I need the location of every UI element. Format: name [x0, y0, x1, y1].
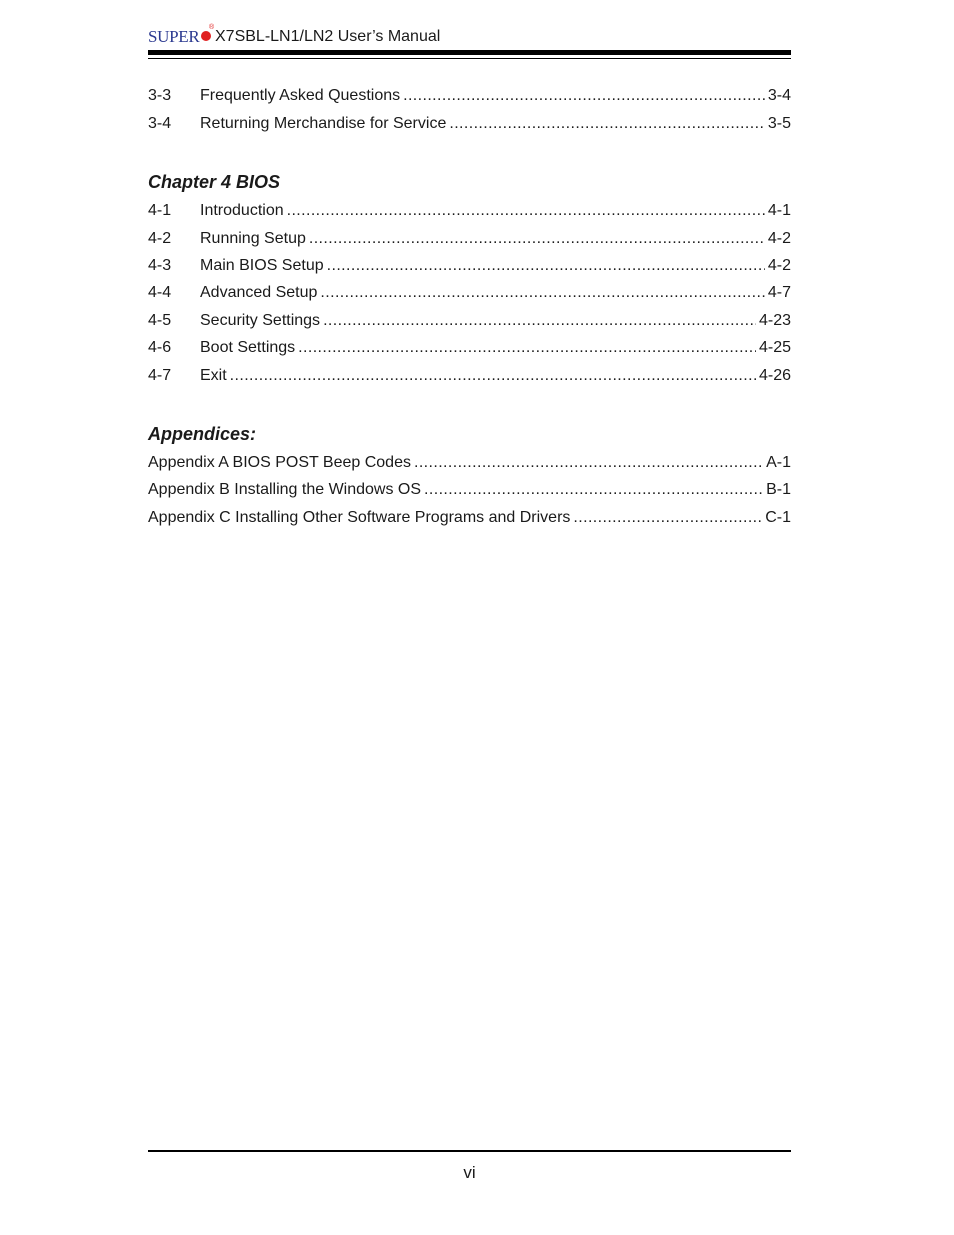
toc-entry-4-2[interactable]: [148, 228, 791, 250]
toc-entry-4-7[interactable]: [148, 365, 791, 387]
toc-leader-dots: [287, 200, 765, 222]
toc-entry-title: Appendix C Installing Other Software Programs and Drivers: [148, 509, 571, 526]
header-rule-thick: [148, 50, 791, 55]
page-header: [148, 24, 791, 48]
toc-entry-4-4[interactable]: [148, 282, 791, 304]
toc-entry-number: 4-6: [148, 339, 172, 356]
toc-entry-number: 4-2: [148, 230, 172, 247]
trademark-mark: ®: [209, 24, 215, 31]
toc-entry-page: 4-1: [767, 202, 791, 219]
toc-entry-page: B-1: [766, 481, 791, 498]
toc-entry-4-5[interactable]: [148, 310, 791, 332]
toc-leader-dots: [327, 255, 765, 277]
toc-entry-appendix-a[interactable]: [148, 452, 791, 474]
toc-entry-page: 4-26: [758, 367, 791, 384]
toc-leader-dots: [323, 310, 756, 332]
manual-title: X7SBL-LN1/LN2 User’s Manual: [215, 28, 441, 45]
toc-entry-number: 4-4: [148, 284, 172, 301]
toc-entry-3-4[interactable]: [148, 113, 791, 135]
toc-entry-4-1[interactable]: [148, 200, 791, 222]
toc-entry-appendix-b[interactable]: [148, 479, 791, 501]
toc-entry-page: 3-5: [767, 115, 791, 132]
toc-entry-number: 4-7: [148, 367, 172, 384]
toc-entry-page: 4-2: [767, 230, 791, 247]
toc-entry-title: Main BIOS Setup: [200, 257, 324, 274]
header-rule-thin: [148, 58, 791, 59]
toc-entry-number: 3-4: [148, 115, 172, 132]
page-number: vi: [463, 1163, 476, 1182]
logo-text: SUPER: [148, 27, 200, 46]
appendices-heading: Appendices:: [148, 424, 257, 444]
toc-entry-title: Introduction: [200, 202, 284, 219]
toc-entry-number: 4-3: [148, 257, 172, 274]
toc-entry-page: 4-23: [758, 312, 791, 329]
toc-leader-dots: [573, 507, 762, 529]
toc-entry-title: Advanced Setup: [200, 284, 318, 301]
toc-entry-title: Appendix A BIOS POST Beep Codes: [148, 454, 411, 471]
footer-rule: [148, 1150, 791, 1152]
toc-entry-4-3[interactable]: [148, 255, 791, 277]
toc-entry-title: Exit: [200, 367, 227, 384]
logo-dot-icon: [201, 31, 211, 41]
toc-entry-appendix-c[interactable]: [148, 507, 791, 529]
toc-entry-3-3[interactable]: [148, 85, 791, 107]
toc-leader-dots: [298, 337, 756, 359]
toc-entry-4-6[interactable]: [148, 337, 791, 359]
toc-entry-page: 4-2: [767, 257, 791, 274]
chapter-4-heading: Chapter 4 BIOS: [148, 172, 281, 192]
toc-entry-number: 4-5: [148, 312, 172, 329]
toc-entry-title: Frequently Asked Questions: [200, 87, 401, 104]
toc-leader-dots: [320, 282, 764, 304]
toc-entry-page: C-1: [765, 509, 791, 526]
toc-entry-title: Appendix B Installing the Windows OS: [148, 481, 422, 498]
toc-entry-title: Returning Merchandise for Service: [200, 115, 447, 132]
toc-leader-dots: [309, 228, 765, 250]
toc-entry-page: A-1: [766, 454, 791, 471]
toc-leader-dots: [230, 365, 756, 387]
toc-leader-dots: [449, 113, 765, 135]
toc-entry-title: Security Settings: [200, 312, 321, 329]
toc-entry-page: 4-7: [767, 284, 791, 301]
toc-entry-title: Running Setup: [200, 230, 306, 247]
toc-entry-number: 4-1: [148, 202, 172, 219]
toc-entry-title: Boot Settings: [200, 339, 296, 356]
toc-leader-dots: [403, 85, 765, 107]
supermicro-logo: [148, 27, 211, 47]
toc-leader-dots: [414, 452, 763, 474]
toc-leader-dots: [424, 479, 763, 501]
toc-entry-number: 3-3: [148, 87, 172, 104]
toc-entry-page: 3-4: [767, 87, 791, 104]
toc-entry-page: 4-25: [758, 339, 791, 356]
